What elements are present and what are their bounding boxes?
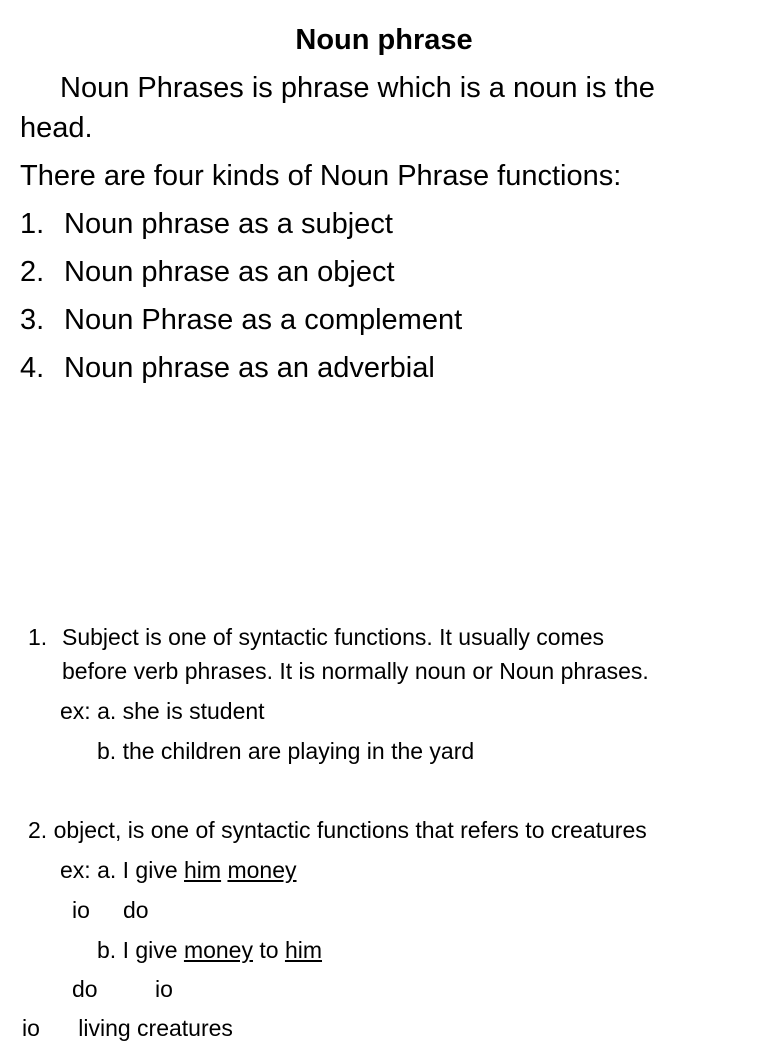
cut-off-line: io living creatures	[22, 1015, 233, 1041]
label-io: io	[72, 897, 90, 923]
list-item-number: 4.	[20, 352, 45, 384]
definition-line-2: head.	[20, 112, 93, 144]
subject-line-2: before verb phrases. It is normally noun or Noun phrases.	[62, 658, 649, 684]
intro-text: There are four kinds of Noun Phrase functions:	[20, 160, 622, 192]
list-item-text: Noun phrase as a subject	[64, 208, 393, 240]
example-middle: to	[252, 937, 285, 963]
page-title: Noun phrase	[295, 24, 473, 56]
example-prefix: b. I give	[97, 937, 184, 963]
list-item-text: Noun phrase as an adverbial	[64, 352, 435, 384]
underlined-word: him	[184, 857, 222, 883]
list-item-number: 2.	[20, 256, 45, 288]
example-a: ex: a. she is student	[60, 698, 265, 724]
underlined-word: money	[183, 937, 253, 963]
list-item-number: 1.	[20, 208, 45, 240]
subject-paragraph	[0, 621, 768, 685]
example-b: b. the children are playing in the yard	[97, 738, 475, 764]
label-io: io	[155, 976, 173, 1002]
underlined-word: him	[284, 937, 323, 963]
subject-line-1: Subject is one of syntactic functions. It usually comes	[62, 624, 605, 650]
list-item	[0, 300, 768, 340]
subject-number: 1.	[28, 624, 48, 650]
list-item-number: 3.	[20, 304, 45, 336]
example-prefix: ex: a. I give	[60, 857, 185, 883]
label-do: do	[123, 897, 149, 923]
object-definition: 2. object, is one of syntactic functions that refers to creatures	[28, 817, 647, 843]
definition-line-1: Noun Phrases is phrase which is a noun is the	[60, 72, 655, 104]
list-item-text: Noun phrase as an object	[64, 256, 395, 288]
underlined-word: money	[227, 857, 297, 883]
list-item	[0, 348, 768, 388]
label-do: do	[72, 976, 98, 1002]
list-item	[0, 252, 768, 292]
object-example-b	[97, 934, 322, 966]
object-example-a	[60, 854, 297, 886]
list-item-text: Noun Phrase as a complement	[64, 304, 463, 336]
list-item	[0, 204, 768, 244]
